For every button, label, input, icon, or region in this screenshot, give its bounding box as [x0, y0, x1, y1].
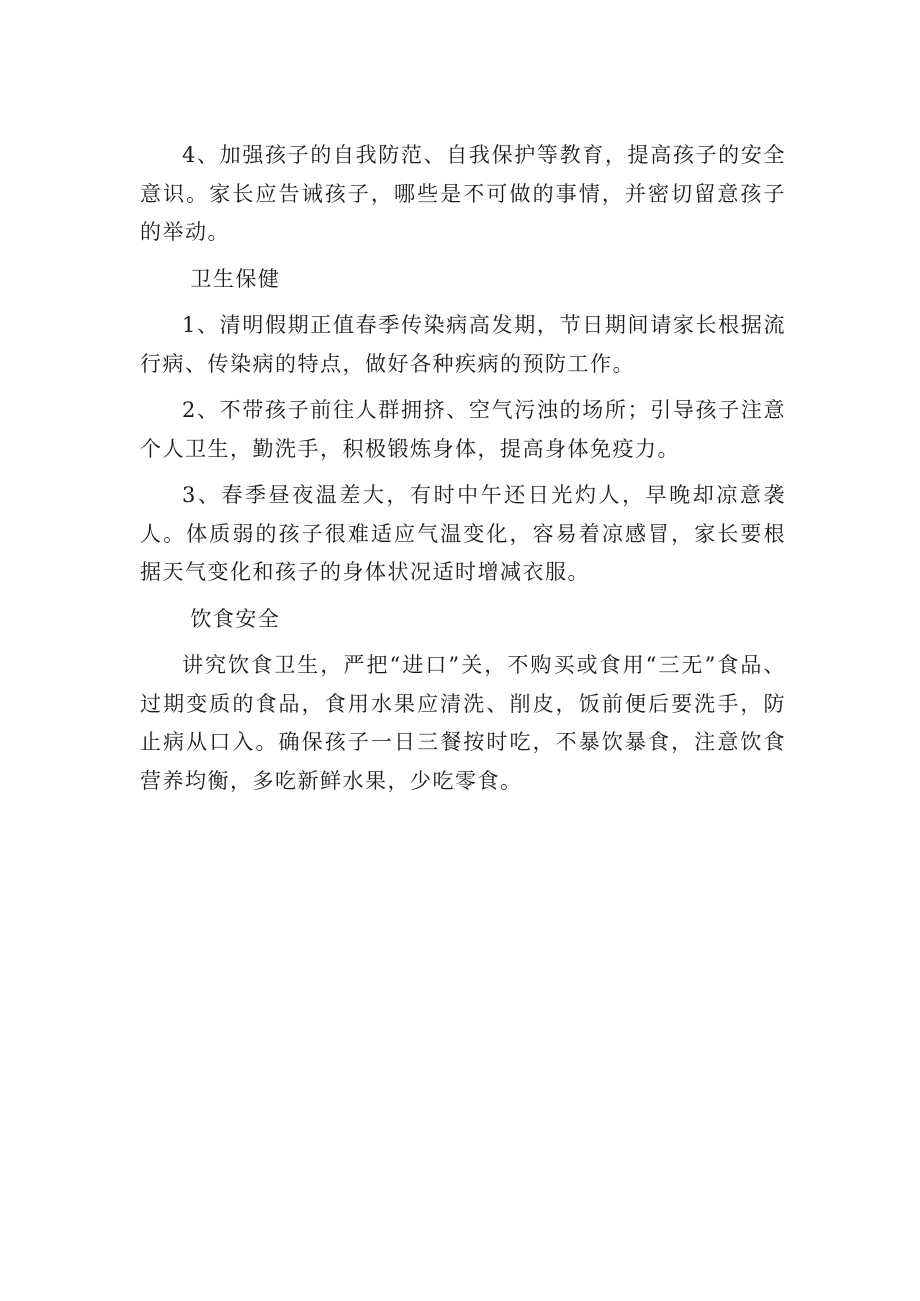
paragraph-safety-awareness: 4、加强孩子的自我防范、自我保护等教育，提高孩子的安全意识。家长应告诫孩子，哪些是不可做的事情，并密切留意孩子的举动。	[140, 143, 786, 244]
paragraph-personal-hygiene: 2、不带孩子前往人群拥挤、空气污浊的场所；引导孩子注意个人卫生，勤洗手，积极锻炼身体，提高身体免疫力。	[140, 398, 786, 461]
paragraph-disease-prevention: 1、清明假期正值春季传染病高发期，节日期间请家长根据流行病、传染病的特点，做好各种疾病的预防工作。	[140, 313, 786, 376]
section-heading-hygiene: 卫生保健	[190, 266, 281, 291]
paragraph-clothing-temperature: 3、春季昼夜温差大，有时中午还日光灼人，早晚却凉意袭人。体质弱的孩子很难适应气温变化，容易着凉感冒，家长要根据天气变化和孩子的身体状况适时增减衣服。	[140, 483, 786, 584]
paragraph-food-hygiene: 讲究饮食卫生，严把“进口”关，不购买或食用“三无”食品、过期变质的食品，食用水果应清洗、削皮，饭前便后要洗手，防止病从口入。确保孩子一日三餐按时吃，不暴饮暴食，注意饮食营养均衡，多吃新鲜水果，少吃零食。	[140, 653, 786, 793]
section-heading-food-safety: 饮食安全	[190, 606, 281, 631]
document-body	[140, 136, 786, 808]
